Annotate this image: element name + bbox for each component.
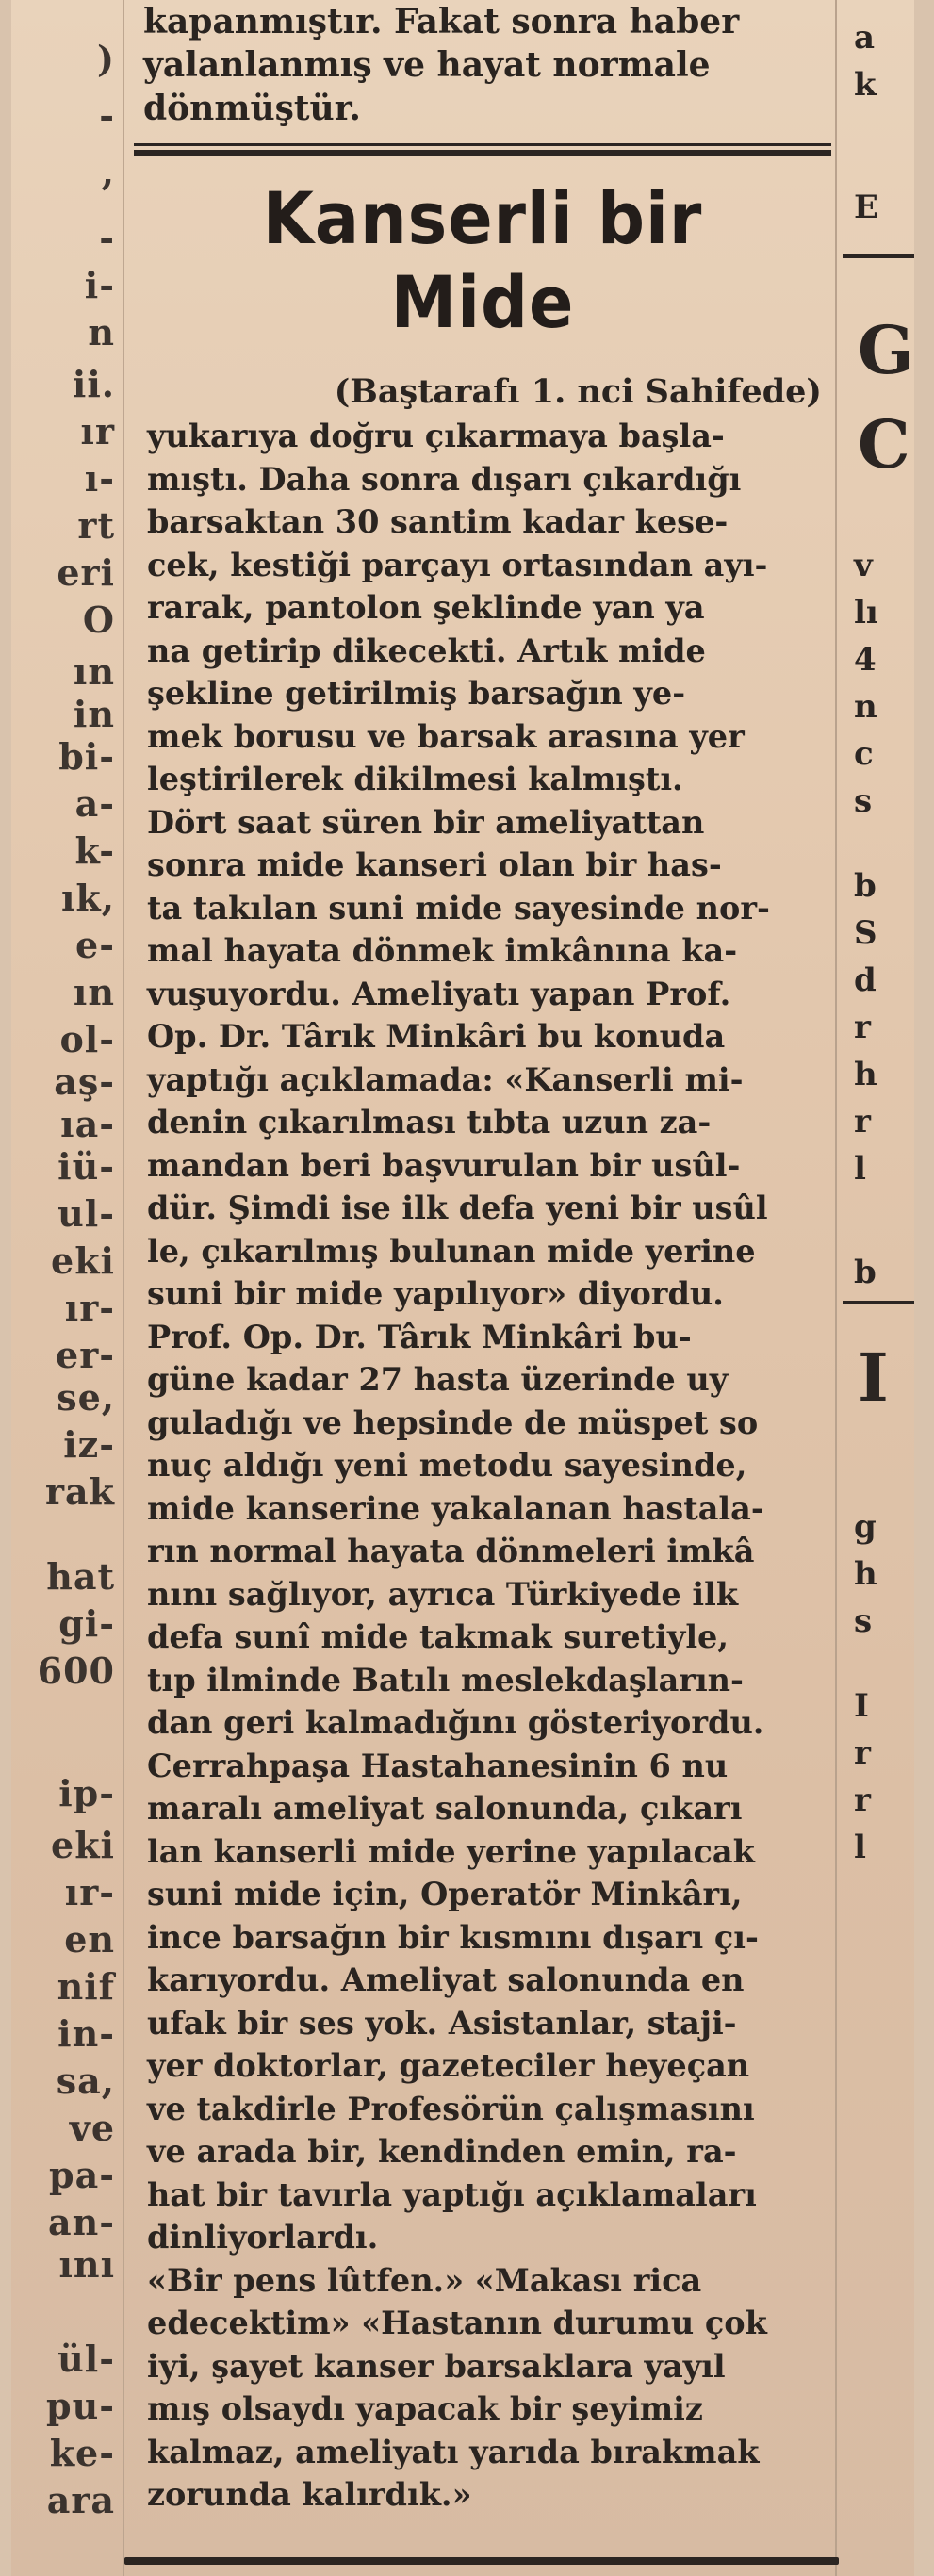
left-column-text-fragment: ın xyxy=(73,971,115,1013)
left-column-text-fragment: gi- xyxy=(58,1602,115,1645)
left-column-text-fragment: ara xyxy=(46,2479,115,2521)
left-column-text-fragment: hat xyxy=(46,1555,115,1598)
left-column-text-fragment: ii. xyxy=(72,363,115,405)
left-column-text-fragment: - xyxy=(99,94,115,137)
left-column-text-fragment: ve xyxy=(69,2107,115,2149)
right-column-rule xyxy=(843,1301,914,1304)
left-column-text-fragment: bi- xyxy=(58,735,115,778)
left-column-text-fragment: - xyxy=(99,217,115,259)
left-column-text-fragment: ul- xyxy=(57,1192,115,1235)
right-column-text-fragment: b xyxy=(854,1254,877,1291)
left-column-text-fragment: eri xyxy=(57,551,115,594)
left-column-text-fragment: ül- xyxy=(57,2338,115,2380)
continuation-note: (Baştarafı 1. nci Sahifede) xyxy=(334,372,822,411)
divider-rule xyxy=(134,143,831,146)
right-column-rule xyxy=(843,254,914,258)
right-column-fragment xyxy=(835,0,914,2576)
article-paragraph: Cerrahpaşa Hastahanesinin 6 nu maralı ameliyat salonunda, çıkarı lan kanserli mide yerine yapılacak suni mide için, Operatör Minkârı, ince barsağın bir kısmını dışarı çı- karıyordu. Ameliyat salonunda en ufak bir ses yok. Asistanlar, staji- yer doktorlar, gazeteciler heyeçan ve takdirle Profesörün çalışmasını ve arada bir, kendinden emin, ra- hat bir tavırla yaptığı açıklamaları dinliyorlardı. xyxy=(147,1747,759,2256)
right-column-text-fragment: k xyxy=(854,66,877,104)
left-column-text-fragment: ıa- xyxy=(60,1103,115,1145)
left-column-text-fragment: ını xyxy=(58,2243,115,2286)
left-column-text-fragment: eki xyxy=(51,1824,115,1866)
right-column-text-fragment: r xyxy=(854,1009,871,1046)
left-column-text-fragment: ke- xyxy=(49,2432,115,2474)
article-paragraph: yukarıya doğru çıkarmaya başla- mıştı. Daha sonra dışarı çıkardığı barsaktan 30 santim kadar kese- cek, kestiği parçayı ortasından ayı- rarak, pantolon şeklinde yan ya na getirip dikecekti. Artık mide şekline getirilmiş barsağın ye- mek borusu ve barsak arasına yer leştirilerek dikilmesi kalmıştı. xyxy=(147,418,768,797)
left-column-text-fragment: se, xyxy=(57,1376,115,1419)
left-column-text-fragment: in- xyxy=(57,2012,115,2055)
right-column-text-fragment: h xyxy=(854,1555,877,1593)
right-column-text-fragment: C xyxy=(858,405,910,484)
left-column-text-fragment: nif xyxy=(57,1965,115,2008)
left-column-text-fragment: ık, xyxy=(61,877,115,919)
left-column-text-fragment: sa, xyxy=(56,2059,115,2102)
right-column-text-fragment: g xyxy=(854,1508,877,1546)
right-column-text-fragment: s xyxy=(854,1602,873,1640)
right-column-text-fragment: a xyxy=(854,19,876,57)
left-column-text-fragment: en xyxy=(64,1918,115,1961)
right-column-text-fragment: l xyxy=(854,1829,866,1866)
left-column-text-fragment: , xyxy=(101,151,115,193)
bottom-rule xyxy=(124,2557,839,2565)
right-column-text-fragment: E xyxy=(854,189,878,226)
article-paragraph: Dört saat süren bir ameliyattan sonra mide kanseri olan bir has- ta takılan suni mide sayesinde nor- mal hayata dönmek imkânına ka- vuşuyordu. Ameliyatı yapan Prof. Op. Dr. Târık Minkâri bu konuda yaptığı açıklamada: «Kanserli mi- denin çıkarılması tıbta uzun za- mandan beri başvurulan bir usûl- dür. Şimdi ise ilk defa yeni bir usûl le, çıkarılmış bulunan mide yerine suni bir mide yapılıyor» diyordu. xyxy=(147,803,770,1312)
left-column-text-fragment: rt xyxy=(77,504,115,547)
divider-rule-thick xyxy=(134,150,831,156)
article xyxy=(134,0,831,2517)
right-column-text-fragment: l xyxy=(854,1150,866,1188)
left-column-text-fragment: pa- xyxy=(49,2154,115,2196)
newspaper-clipping xyxy=(11,0,914,2576)
left-column-text-fragment: ır- xyxy=(64,1287,115,1329)
right-column-text-fragment: r xyxy=(854,1781,871,1819)
left-column-text-fragment: 600 xyxy=(37,1649,115,1692)
left-column-text-fragment: k- xyxy=(74,829,115,872)
right-column-text-fragment: I xyxy=(858,1338,889,1417)
left-column-text-fragment: iz- xyxy=(63,1423,115,1466)
right-column-text-fragment: c xyxy=(854,735,874,773)
left-column-fragment xyxy=(11,0,124,2576)
left-column-text-fragment: an- xyxy=(47,2201,115,2243)
left-column-text-fragment: ol- xyxy=(59,1018,115,1060)
left-column-text-fragment: i- xyxy=(84,264,115,306)
article-paragraph: Prof. Op. Dr. Târık Minkâri bu- güne kadar 27 hasta üzerinde uy guladığı ve hepsinde de müspet so nuç aldığı yeni metodu sayesinde, mide kanserine yakalanan hastala- rın normal hayata dönmeleri imkâ nını sağlıyor, ayrıca Türkiyede ilk defa sunî mide takmak suretiyle, tıp ilminde Batılı meslekdaşların- dan geri kalmadığını gösteriyordu. xyxy=(147,1318,764,1741)
article-headline: Kanserli bir Mide xyxy=(262,176,703,344)
right-column-text-fragment: r xyxy=(854,1103,871,1140)
right-column-text-fragment: s xyxy=(854,782,873,820)
left-column-text-fragment: e- xyxy=(75,924,115,966)
right-column-text-fragment: 4 xyxy=(854,641,877,679)
left-column-text-fragment: ı- xyxy=(84,457,115,500)
left-column-text-fragment: ) xyxy=(97,38,115,80)
left-column-text-fragment: ın xyxy=(73,650,115,693)
right-column-text-fragment: S xyxy=(854,914,877,952)
left-column-text-fragment: ır xyxy=(80,410,115,452)
article-paragraph: «Bir pens lûtfen.» «Makası rica edecektim» «Hastanın durumu çok iyi, şayet kanser barsaklara yayıl mış olsaydı yapacak bir şeyimiz kalmaz, ameliyatı yarıda bırakmak zorunda kalırdık.» xyxy=(147,2261,767,2513)
left-column-text-fragment: a- xyxy=(74,782,115,825)
left-column-text-fragment: er- xyxy=(56,1334,115,1376)
left-column-text-fragment: rak xyxy=(45,1470,115,1513)
left-column-text-fragment: ip- xyxy=(58,1772,115,1814)
previous-article-ending: kapanmıştır. Fakat sonra haber yalanlanmış ve hayat normale dönmüştür. xyxy=(143,2,740,128)
left-column-text-fragment: O xyxy=(82,599,115,641)
right-column-text-fragment: d xyxy=(854,961,877,999)
left-column-text-fragment: n xyxy=(88,311,115,353)
right-column-text-fragment: I xyxy=(854,1687,869,1725)
right-column-text-fragment: b xyxy=(854,867,877,905)
right-column-text-fragment: G xyxy=(858,311,914,389)
left-column-text-fragment: iü- xyxy=(57,1145,115,1188)
left-column-text-fragment: ır- xyxy=(64,1871,115,1913)
right-column-text-fragment: v xyxy=(854,547,873,584)
right-column-text-fragment: n xyxy=(854,688,877,726)
left-column-text-fragment: in xyxy=(73,693,115,735)
left-column-text-fragment: pu- xyxy=(46,2385,115,2427)
right-column-text-fragment: h xyxy=(854,1056,877,1093)
left-column-text-fragment: eki xyxy=(51,1239,115,1282)
right-column-text-fragment: r xyxy=(854,1734,871,1772)
left-column-text-fragment: aş- xyxy=(54,1060,115,1103)
right-column-text-fragment: lı xyxy=(854,594,878,632)
